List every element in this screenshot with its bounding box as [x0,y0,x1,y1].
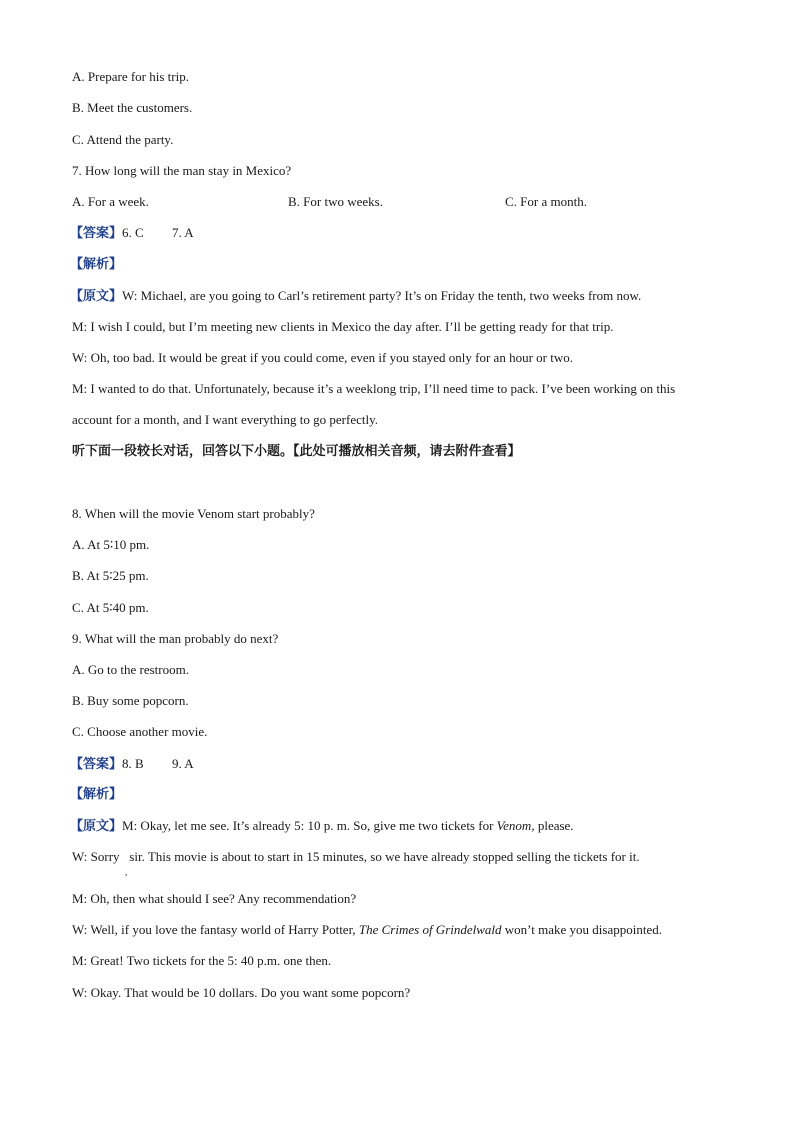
answer-6: 6. C [122,225,144,240]
script2-text-1-post: please. [534,818,574,833]
q7-option-a: A. For a week. [72,194,149,209]
section-title: 听下面一段较长对话，回答以下小题。【此处可播放相关音频，请去附件查看】 [72,444,521,459]
script2-text-4-pre: W: Well, if you love the fantasy world of Harry Potter, [72,922,359,937]
q8-option-c: C. At 5∶40 pm. [72,600,149,615]
q8-question: 8. When will the movie Venom start probably? [72,506,315,521]
script-tag: 【原文】 [70,289,123,304]
answer-block-2 [70,756,194,773]
script1-line-5: account for a month, and I want everything to go perfectly. [72,412,378,427]
q7-options [72,194,632,210]
q9-option-b: B. Buy some popcorn. [72,693,189,708]
script1-line-1 [70,288,641,305]
script2-line-1 [70,818,574,835]
analysis-tag: 【解析】 [70,257,123,272]
analysis-tag: 【解析】 [70,787,123,802]
answer-7: 7. A [172,225,194,240]
answer-tag: 【答案】 [70,757,123,772]
script1-line-2: M: I wish I could, but I’m meeting new clients in Mexico the day after. I’ll be getting ready for that trip. [72,319,614,334]
script1-line-4: M: I wanted to do that. Unfortunately, because it’s a weeklong trip, I’ll need time to pack. I’ve been working on this [72,381,676,396]
q8-option-a: A. At 5∶10 pm. [72,537,150,552]
q6-option-c: C. Attend the party. [72,132,174,147]
script2-text-4-post: won’t make you disappointed. [501,922,662,937]
script1-text-1: W: Michael, are you going to Carl’s retirement party? It’s on Friday the tenth, two weeks from now. [122,288,642,303]
q7-question: 7. How long will the man stay in Mexico? [72,163,292,178]
movie-title-venom: Venom, [496,818,535,833]
answer-9: 9. A [172,756,194,771]
q7-option-c: C. For a month. [505,194,587,209]
answer-8: 8. B [122,756,144,771]
q9-question: 9. What will the man probably do next? [72,631,279,646]
script2-line-6: W: Okay. That would be 10 dollars. Do you want some popcorn? [72,985,411,1000]
answer-block-1 [70,225,194,242]
answer-tag: 【答案】 [70,226,123,241]
movie-title-grindelwald: The Crimes of Grindelwald [358,922,502,937]
script-tag: 【原文】 [70,819,123,834]
q6-option-b: B. Meet the customers. [72,100,193,115]
q8-option-b: B. At 5∶25 pm. [72,568,149,583]
q7-option-b: B. For two weeks. [288,194,383,209]
script2-text-1-pre: M: Okay, let me see. It’s already 5: 10 p. m. So, give me two tickets for [122,818,497,833]
script2-line-2: W: Sorry sir. This movie is about to start in 15 minutes, so we have already stopped selling the tickets for it. [72,849,640,864]
q9-option-c: C. Choose another movie. [72,724,208,739]
script2-line-3: M: Oh, then what should I see? Any recommendation? [72,891,357,906]
script1-line-3: W: Oh, too bad. It would be great if you could come, even if you stayed only for an hour or two. [72,350,573,365]
stray-comma-mark: , [125,867,128,877]
q6-option-a: A. Prepare for his trip. [72,69,189,84]
script2-line-4 [72,922,662,938]
q9-option-a: A. Go to the restroom. [72,662,189,677]
script2-line-5: M: Great! Two tickets for the 5: 40 p.m. one then. [72,953,332,968]
